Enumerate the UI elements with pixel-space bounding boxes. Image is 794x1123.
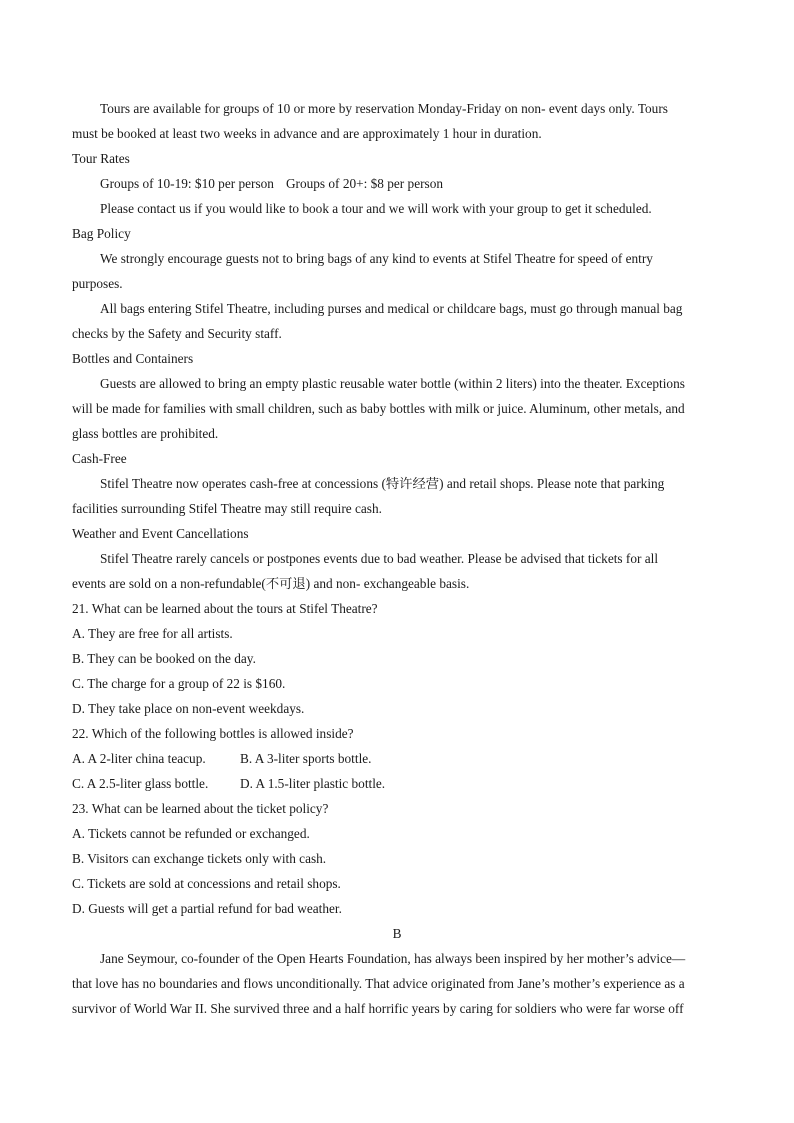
weather-heading: Weather and Event Cancellations bbox=[72, 526, 249, 541]
question-23-option-c: C. Tickets are sold at concessions and retail shops. bbox=[72, 876, 341, 891]
question-23-stem: 23. What can be learned about the ticket policy? bbox=[72, 801, 329, 816]
question-23-option-a: A. Tickets cannot be refunded or exchanged. bbox=[72, 826, 310, 841]
cash-free-heading: Cash-Free bbox=[72, 451, 127, 466]
question-22-option-a: A. A 2-liter china teacup. bbox=[72, 751, 206, 766]
question-22-option-b: B. A 3-liter sports bottle. bbox=[240, 751, 372, 766]
question-23-option-b: B. Visitors can exchange tickets only with cash. bbox=[72, 851, 327, 866]
rate-small-groups: Groups of 10-19: $10 per person bbox=[100, 176, 274, 191]
section-b-line-2: that love has no boundaries and flows unconditionally. That advice originated from Jane’s mother’s experience as a bbox=[72, 976, 685, 991]
question-21-option-a: A. They are free for all artists. bbox=[72, 626, 233, 641]
rate-large-groups: Groups of 20+: $8 per person bbox=[285, 176, 444, 191]
question-22-options-row-1 bbox=[72, 746, 722, 771]
bag-policy-heading: Bag Policy bbox=[72, 226, 131, 241]
tours-intro-line-2: must be booked at least two weeks in advance and are approximately 1 hour in duration. bbox=[72, 126, 542, 141]
bottles-heading: Bottles and Containers bbox=[72, 351, 194, 366]
tour-rates-line bbox=[72, 171, 722, 196]
tour-rates-heading: Tour Rates bbox=[72, 151, 130, 166]
cash-free-line-1: Stifel Theatre now operates cash-free at concessions (特许经营) and retail shops. Please note that parking bbox=[100, 476, 665, 491]
question-22-option-c: C. A 2.5-liter glass bottle. bbox=[72, 776, 209, 791]
question-22-option-d: D. A 1.5-liter plastic bottle. bbox=[240, 776, 386, 791]
question-22-options-row-2 bbox=[72, 771, 722, 796]
bottles-line-1: Guests are allowed to bring an empty plastic reusable water bottle (within 2 liters) into the theater. Exceptions bbox=[100, 376, 685, 391]
document-page bbox=[72, 96, 722, 1021]
question-21-option-c: C. The charge for a group of 22 is $160. bbox=[72, 676, 286, 691]
question-21-option-b: B. They can be booked on the day. bbox=[72, 651, 256, 666]
section-b-line-3: survivor of World War II. She survived three and a half horrific years by caring for soldiers who were far worse off bbox=[72, 1001, 684, 1016]
section-b-label: B bbox=[392, 926, 402, 941]
cash-free-line-2: facilities surrounding Stifel Theatre may still require cash. bbox=[72, 501, 382, 516]
tours-intro-line-1: Tours are available for groups of 10 or more by reservation Monday-Friday on non- event days only. Tours bbox=[100, 101, 668, 116]
question-21-stem: 21. What can be learned about the tours at Stifel Theatre? bbox=[72, 601, 378, 616]
weather-line-1: Stifel Theatre rarely cancels or postpones events due to bad weather. Please be advised that tickets for all bbox=[100, 551, 659, 566]
bag-policy-p1-line-1: We strongly encourage guests not to bring bags of any kind to events at Stifel Theatre for speed of entry bbox=[100, 251, 653, 266]
bag-policy-p1-line-2: purposes. bbox=[72, 276, 123, 291]
bottles-line-3: glass bottles are prohibited. bbox=[72, 426, 219, 441]
question-22-stem: 22. Which of the following bottles is allowed inside? bbox=[72, 726, 354, 741]
bag-policy-p2-line-1: All bags entering Stifel Theatre, including purses and medical or childcare bags, must go through manual bag bbox=[100, 301, 683, 316]
question-21-option-d: D. They take place on non-event weekdays. bbox=[72, 701, 305, 716]
weather-line-2: events are sold on a non-refundable(不可退) and non- exchangeable basis. bbox=[72, 576, 470, 591]
section-b-line-1: Jane Seymour, co-founder of the Open Hearts Foundation, has always been inspired by her mother’s advice— bbox=[100, 951, 686, 966]
bottles-line-2: will be made for families with small children, such as baby bottles with milk or juice. Aluminum, other metals, and bbox=[72, 401, 685, 416]
bag-policy-p2-line-2: checks by the Safety and Security staff. bbox=[72, 326, 282, 341]
tours-contact: Please contact us if you would like to book a tour and we will work with your group to get it scheduled. bbox=[100, 201, 652, 216]
question-23-option-d: D. Guests will get a partial refund for bad weather. bbox=[72, 901, 342, 916]
